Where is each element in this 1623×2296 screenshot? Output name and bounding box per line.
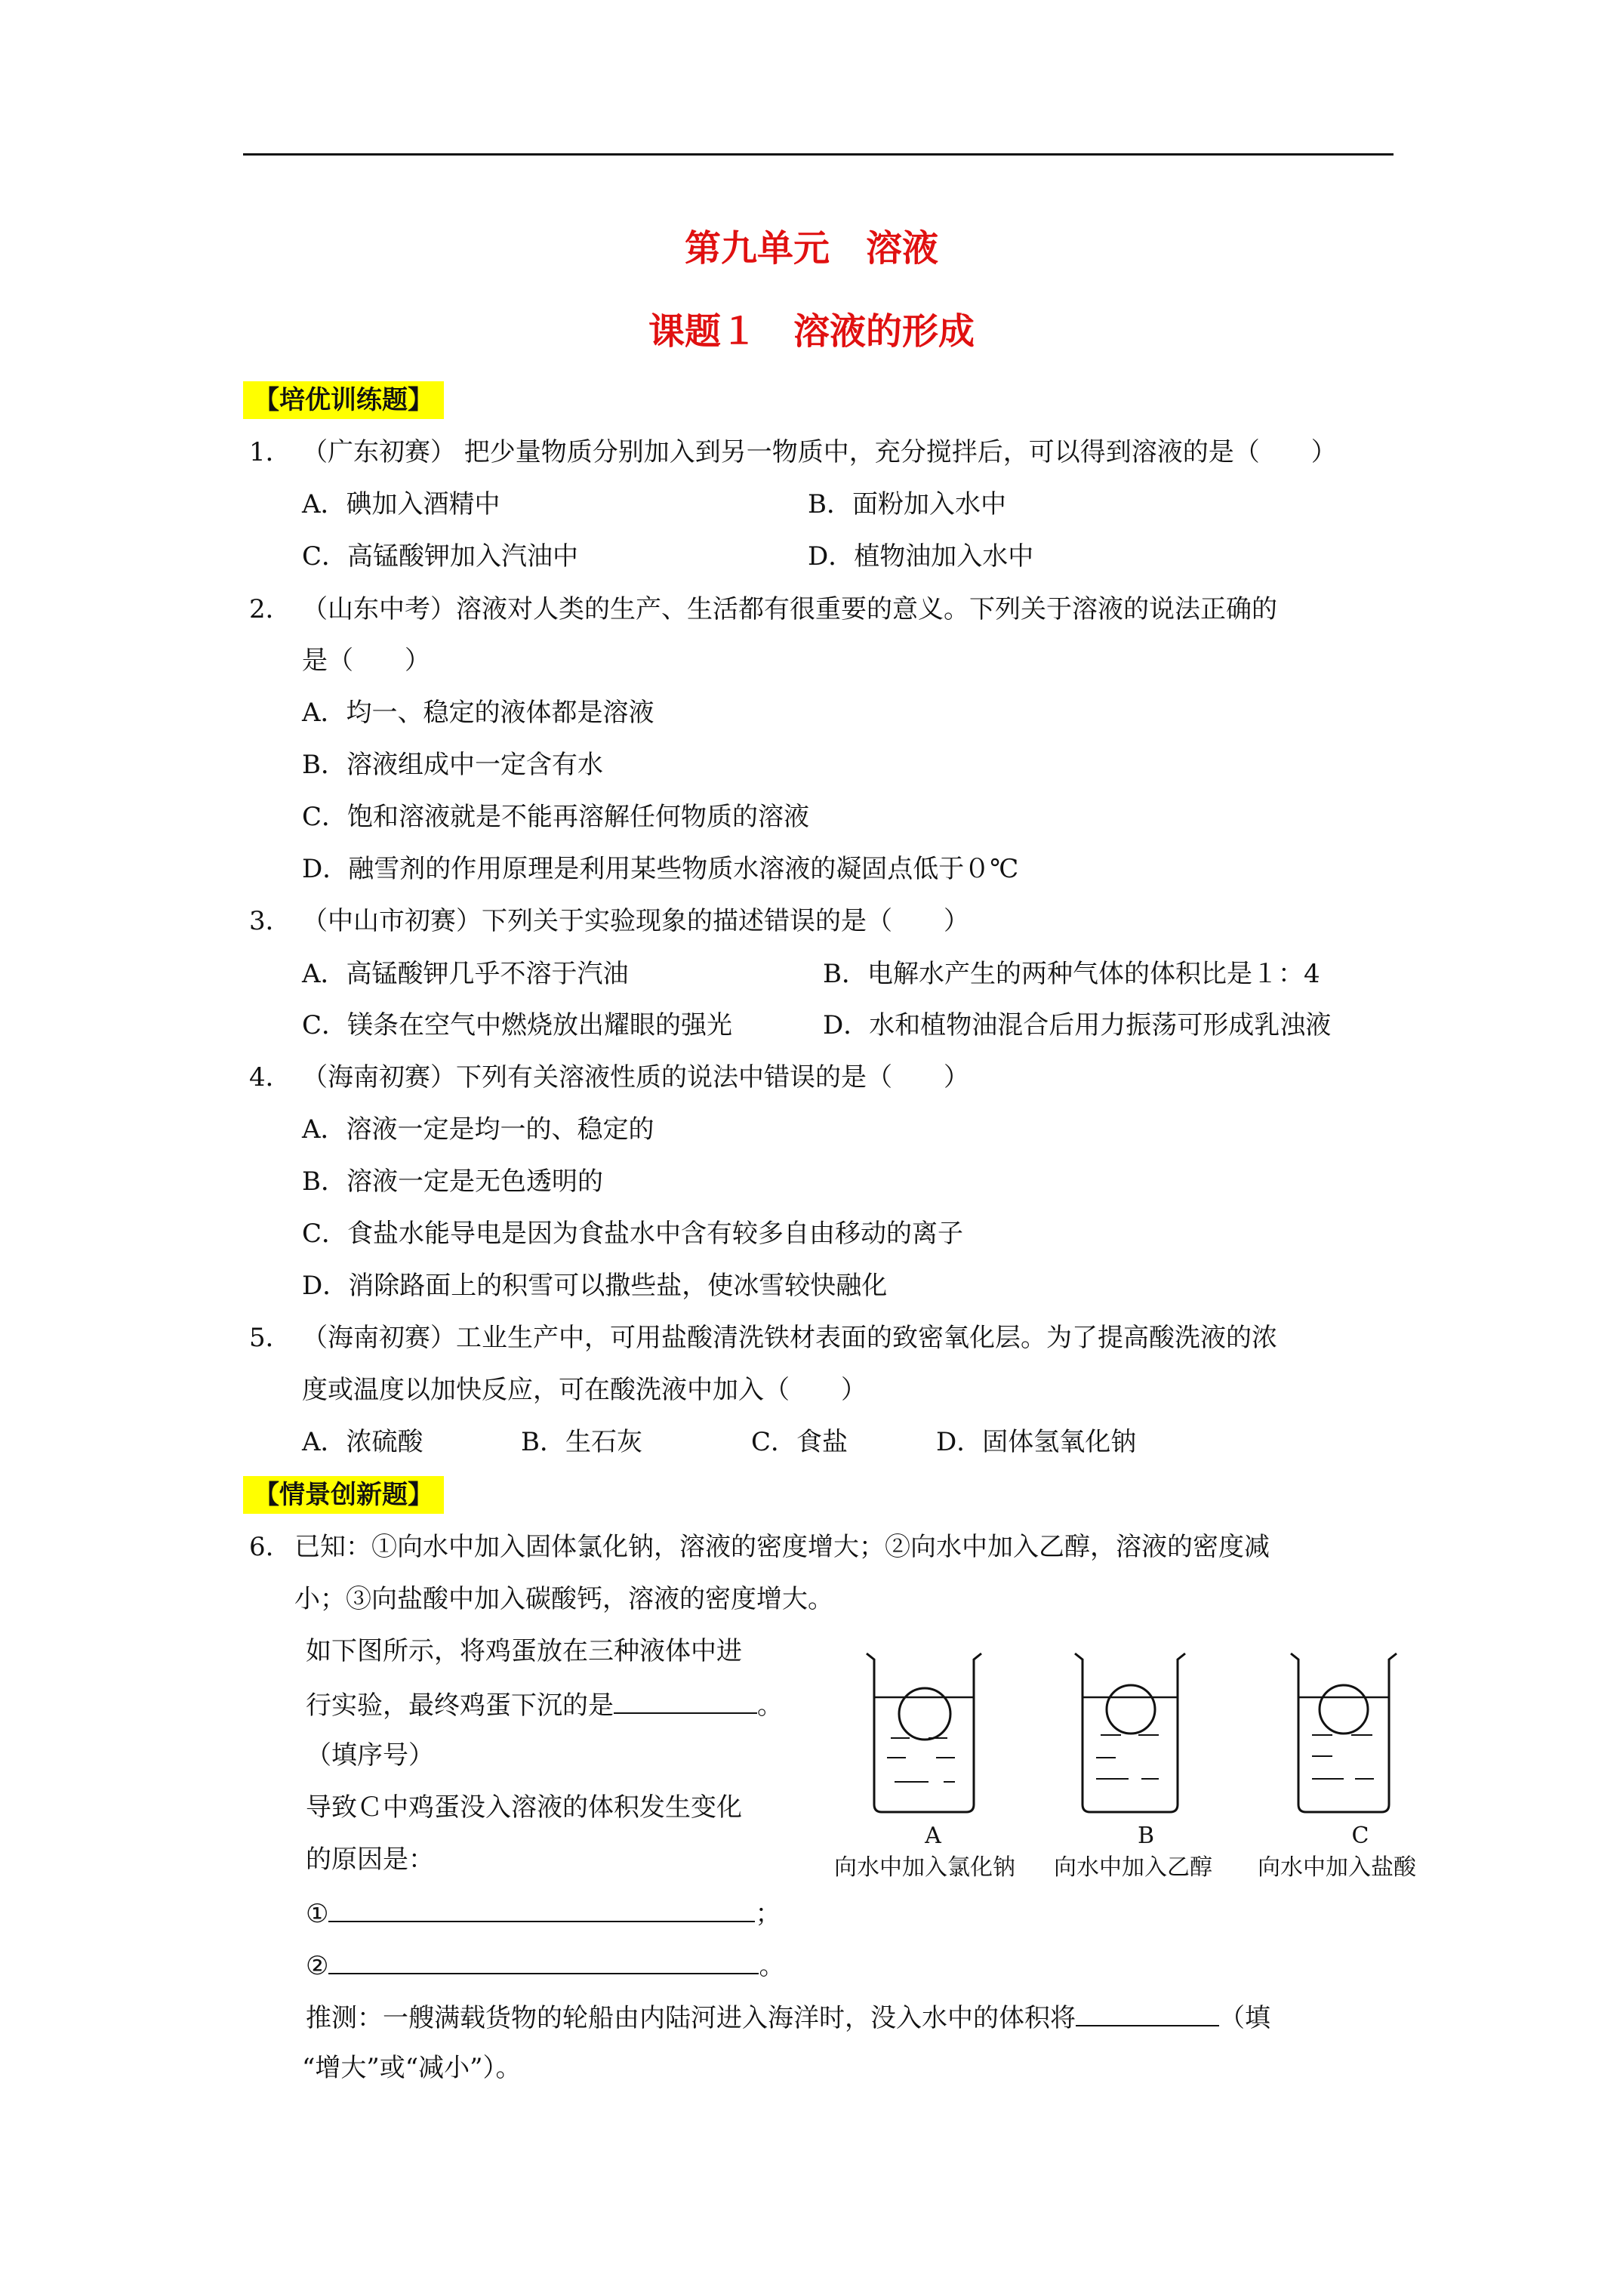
option-b: B．生石灰	[521, 1427, 642, 1457]
option-d: D．水和植物油混合后用力振荡可形成乳浊液	[823, 1010, 1332, 1040]
option-c: C．镁条在空气中燃烧放出耀眼的强光	[302, 1010, 733, 1040]
option-b: B．面粉加入水中	[808, 489, 1006, 519]
paragraph-text: 推测：一艘满载货物的轮船由内陆河进入海洋时，没入水中的体积将	[306, 2003, 1076, 2033]
beaker-label-b: B	[1137, 1823, 1155, 1849]
section-label-scenario: 【情景创新题】	[243, 1476, 444, 1514]
reason-end: 。	[759, 1951, 785, 1981]
unit-title: 第九单元 溶液	[684, 227, 938, 270]
question-number: 4．	[249, 1062, 291, 1093]
paragraph-text: （填	[1219, 2003, 1270, 2033]
egg-icon	[1320, 1685, 1368, 1734]
option-c: C．食盐	[751, 1427, 848, 1457]
egg-icon	[899, 1688, 950, 1740]
question-stem: （广东初赛） 把少量物质分别加入到另一物质中，充分搅拌后，可以得到溶液的是（ ）	[302, 437, 1337, 467]
answer-blank[interactable]	[328, 1947, 759, 1974]
option-b: B．溶液组成中一定含有水	[302, 750, 603, 780]
question-number: 2．	[249, 594, 291, 624]
beaker-label-a: A	[925, 1823, 941, 1849]
option-c: C．高锰酸钾加入汽油中	[302, 541, 579, 572]
option-d: D．融雪剂的作用原理是利用某些物质水溶液的凝固点低于０℃	[302, 854, 1019, 884]
option-b: B．电解水产生的两种气体的体积比是１：4	[823, 959, 1320, 989]
option-b: B．溶液一定是无色透明的	[302, 1166, 603, 1197]
question-stem: （海南初赛）下列有关溶液性质的说法中错误的是（ ）	[302, 1062, 969, 1093]
reason-marker: ①	[306, 1899, 329, 1929]
lesson-title: 课题１ 溶液的形成	[648, 310, 975, 353]
option-d: D．消除路面上的积雪可以撒些盐，使冰雪较快融化	[302, 1271, 888, 1301]
answer-blank[interactable]	[1076, 1999, 1219, 2026]
beaker-label-c: C	[1351, 1823, 1369, 1849]
answer-blank[interactable]	[328, 1895, 755, 1922]
question-number: 3．	[249, 906, 291, 936]
paragraph-text: 的原因是：	[306, 1845, 434, 1875]
beaker-c	[1291, 1653, 1397, 1812]
reason-marker: ②	[306, 1951, 329, 1981]
paragraph-text: 如下图所示，将鸡蛋放在三种液体中进	[306, 1636, 742, 1666]
inference-line	[306, 1999, 1270, 2035]
header-rule	[243, 153, 1394, 156]
beaker-figure	[861, 1646, 1449, 1827]
beaker-caption-a: 向水中加入氯化钠	[834, 1854, 1015, 1881]
egg-icon	[1107, 1685, 1155, 1734]
option-a: A．碘加入酒精中	[302, 489, 500, 519]
question-stem: （山东中考）溶液对人类的生产、生活都有很重要的意义。下列关于溶液的说法正确的	[302, 594, 1277, 624]
question-stem-continued: 是（ ）	[302, 646, 430, 676]
option-a: A．溶液一定是均一的、稳定的	[302, 1114, 654, 1145]
question-stem: 已知：①向水中加入固体氯化钠，溶液的密度增大；②向水中加入乙醇，溶液的密度减	[294, 1532, 1270, 1562]
paragraph-text: 。	[757, 1690, 783, 1721]
question-number: 6.	[249, 1532, 274, 1562]
beaker-a	[867, 1653, 981, 1812]
beaker-caption-b: 向水中加入乙醇	[1054, 1854, 1212, 1881]
option-d: D．固体氢氧化钠	[936, 1427, 1137, 1457]
answer-blank[interactable]	[614, 1687, 757, 1714]
paragraph-text: “增大”或“减小”）。	[302, 2053, 522, 2083]
question-number: 5．	[249, 1323, 291, 1353]
reason-line-2	[306, 1947, 784, 1983]
option-c: C．饱和溶液就是不能再溶解任何物质的溶液	[302, 802, 810, 832]
paragraph-text: 行实验，最终鸡蛋下沉的是	[306, 1690, 614, 1721]
question-stem-continued: 度或温度以加快反应，可在酸洗液中加入（ ）	[302, 1375, 867, 1405]
option-a: A．浓硫酸	[302, 1427, 423, 1457]
option-a: A．均一、稳定的液体都是溶液	[302, 698, 654, 728]
paragraph-text: 导致Ｃ中鸡蛋没入溶液的体积发生变化	[306, 1792, 742, 1823]
question-number: 1．	[249, 437, 291, 467]
paragraph-text: （填序号）	[306, 1740, 434, 1771]
question-stem: （中山市初赛）下列关于实验现象的描述错误的是（ ）	[302, 906, 969, 936]
option-a: A．高锰酸钾几乎不溶于汽油	[302, 959, 629, 989]
option-c: C．食盐水能导电是因为食盐水中含有较多自由移动的离子	[302, 1219, 964, 1249]
beaker-caption-c: 向水中加入盐酸	[1258, 1854, 1416, 1881]
fill-in-line	[306, 1687, 783, 1722]
reason-line-1	[306, 1895, 781, 1931]
question-stem-continued: 小；③向盐酸中加入碳酸钙，溶液的密度增大。	[294, 1584, 833, 1614]
reason-end: ；	[755, 1899, 781, 1929]
beaker-b	[1075, 1653, 1185, 1812]
option-d: D．植物油加入水中	[808, 541, 1034, 572]
question-stem: （海南初赛）工业生产中，可用盐酸清洗铁材表面的致密氧化层。为了提高酸洗液的浓	[302, 1323, 1277, 1353]
section-label-practice: 【培优训练题】	[243, 381, 444, 419]
